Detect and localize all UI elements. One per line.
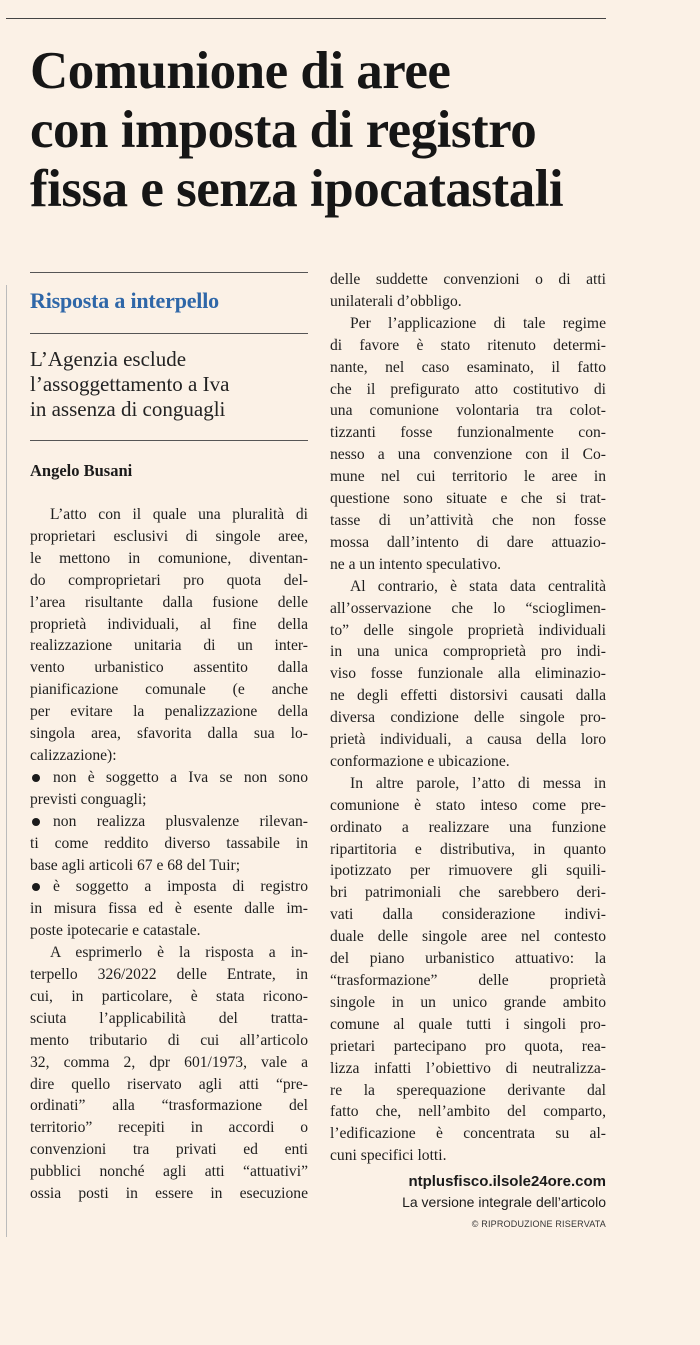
author-byline: Angelo Busani (30, 461, 133, 480)
text-line: è soggetto a imposta di registro (30, 876, 308, 898)
text-line: diversa condizione delle singole pro- (330, 709, 606, 727)
text-line: mento tributario di cui all’articolo (30, 1031, 308, 1049)
summary-line: l’assoggettamento a Iva (30, 372, 230, 396)
text-line: realizzazione unitaria di un inter- (30, 637, 308, 655)
text-line: pubblici nonché agli atti “attuativi” (30, 1163, 308, 1181)
text-line: do comproprietari pro quota del- (30, 571, 308, 589)
paragraph (30, 942, 308, 1205)
text-line: mossa dall’intento di dare attuazio- (330, 533, 606, 551)
text-line: all’osservazione che lo “scioglimen- (330, 599, 606, 617)
text-line: dire quello riservato agli atti “pre- (30, 1075, 308, 1093)
headline (30, 42, 630, 219)
text-line: l’edificazione è concentrata su al- (330, 1125, 606, 1143)
text-line: lizza infatti l’obiettivo di neutralizza- (330, 1059, 606, 1077)
text-line: territorio” recepiti in accordi o (30, 1119, 308, 1137)
text-line: che il prefigurato atto costitutivo di (330, 380, 606, 398)
source-link[interactable]: ntplusfisco.ilsole24ore.com (408, 1173, 606, 1191)
text-line: proprietà individuali, al fine della (30, 615, 308, 633)
text-line: l’area risultante dalla fusione delle (30, 593, 308, 611)
text-line: sciuta l’applicabilità del tratta- (30, 1009, 308, 1027)
text-line: non realizza plusvalenze rilevan- (30, 811, 308, 833)
text-line: L’atto con il quale una pluralità di (50, 506, 308, 523)
right-column (330, 269, 606, 1229)
article-body-left (30, 504, 308, 1205)
bullet-dot-icon (32, 774, 40, 782)
text-line: poste ipotecarie e catastale. (30, 922, 201, 940)
paragraph (330, 313, 606, 576)
text-line: mune nel cui territorio le aree in (330, 468, 606, 486)
text-line: le mettono in comunione, diventan- (30, 549, 308, 567)
text-line: non è soggetto a Iva se non sono (30, 767, 308, 789)
text-line: to” delle singole proprietà individuali (330, 621, 606, 639)
text-line: unilaterali d’obbligo. (330, 292, 462, 310)
paragraph (330, 773, 606, 1167)
text-line: conformazione e ubicazione. (330, 752, 510, 770)
text-line: questione sono situate e che si trat- (330, 490, 606, 508)
text-line: comune al quale tutti i singoli pro- (330, 1015, 606, 1033)
text-line: viso fosse funzionale alla eliminazio- (330, 665, 606, 683)
text-line: ne degli effetti distorsivi causati dalla (330, 687, 606, 705)
text-line: duale delle singole aree nel contesto (330, 928, 606, 946)
text-line: prietari partecipano pro quota, rea- (330, 1037, 606, 1055)
article-body-right (330, 269, 606, 1167)
bullet-item (30, 811, 308, 877)
paragraph-continuation (330, 269, 606, 313)
text-line: in una unica comproprietà pro indi- (330, 643, 606, 661)
text-line: nante, nel caso esaminato, il fatto (330, 358, 606, 376)
paragraph-intro (30, 504, 308, 767)
text-line: “trasformazione” delle proprietà (330, 972, 606, 989)
column-left-border (6, 285, 7, 1237)
text-line: ordinati” alla “trasformazione del (30, 1097, 308, 1115)
kicker: Risposta a interpello (30, 288, 219, 313)
text-line: per evitare la penalizzazione della (30, 703, 308, 721)
summary (30, 334, 308, 440)
text-line: di favore è stato ritenuto determi- (330, 336, 606, 354)
text-line: base agli articoli 67 e 68 del Tuir; (30, 856, 241, 874)
text-line: singola area, sfavorita dalla sua lo- (30, 725, 308, 743)
headline-line: Comunione di aree (30, 42, 451, 100)
text-line: ossia posti in essere in esecuzione (30, 1185, 308, 1203)
text-line: del piano urbanistico attuativo: la (330, 950, 606, 968)
bullet-dot-icon (32, 818, 40, 826)
divider (30, 440, 308, 441)
text-line: fatto che, nell’ambito del comparto, (330, 1103, 606, 1121)
text-line: bri patrimoniali che sarebbero deri- (330, 884, 606, 902)
article-footer (330, 1173, 606, 1229)
text-line: ipotizzato per rimuovere gli squili- (330, 862, 606, 880)
text-line: previsti conguagli; (30, 790, 147, 808)
text-line: A esprimerlo è la risposta a in- (50, 944, 308, 962)
copyright-notice: © RIPRODUZIONE RISERVATA (471, 1219, 606, 1230)
text-line: terpello 326/2022 delle Entrate, in (30, 966, 308, 984)
text-line: convenzioni tra privati ed enti (30, 1141, 308, 1159)
text-line: tizzanti fosse funzionalmente con- (330, 424, 606, 442)
text-line: calizzazione): (30, 746, 117, 764)
text-line: singole in un unico grande ambito (330, 993, 606, 1011)
text-line: prietà individuali, a causa della loro (330, 731, 606, 749)
text-line: vati dalla considerazione indivi- (330, 906, 606, 924)
left-column (30, 272, 308, 1205)
headline-line: con imposta di registro (30, 101, 537, 159)
top-rule (6, 18, 606, 19)
text-line: ne a un intento speculativo. (330, 555, 502, 573)
text-line: ripartitoria e distributiva, in quanto (330, 840, 606, 858)
text-line: una comunione volontaria tra colot- (330, 402, 606, 420)
text-line: vento urbanistico assentito dalla (30, 659, 308, 677)
text-line: tasse di un’attività che non fosse (330, 511, 606, 529)
text-line: Per l’applicazione di tale regime (350, 314, 606, 332)
bullet-item (30, 876, 308, 942)
text-line: cuni specifici lotti. (330, 1147, 447, 1165)
source-caption: La versione integrale dell’articolo (402, 1194, 606, 1211)
text-line: Al contrario, è stata data centralità (350, 577, 606, 595)
text-line: nesso a una convenzione con il Co- (330, 446, 606, 464)
text-line: ti come reddito diverso tassabile in (30, 834, 308, 852)
paragraph (330, 576, 606, 773)
text-line: ordinato a realizzare una funzione (330, 818, 606, 836)
text-line: comunione è stato inteso come pre- (330, 796, 606, 814)
text-line: pianificazione comunale (e anche (30, 681, 308, 699)
text-line: In altre parole, l’atto di messa in (350, 774, 606, 792)
headline-line: fissa e senza ipocatastali (30, 160, 564, 218)
bullet-dot-icon (32, 883, 40, 891)
text-line: in misura fissa ed è esente dalle im- (30, 900, 308, 918)
text-line: cui, in particolare, è stata ricono- (30, 987, 308, 1005)
text-line: delle suddette convenzioni o di atti (330, 271, 606, 288)
summary-line: L’Agenzia esclude (30, 347, 187, 371)
summary-line: in assenza di conguagli (30, 397, 226, 421)
text-line: re la sperequazione derivante dal (330, 1081, 606, 1099)
text-line: proprietari esclusivi di singole aree, (30, 527, 308, 545)
bullet-item (30, 767, 308, 811)
text-line: 32, comma 2, dpr 601/1973, vale a (30, 1053, 308, 1071)
